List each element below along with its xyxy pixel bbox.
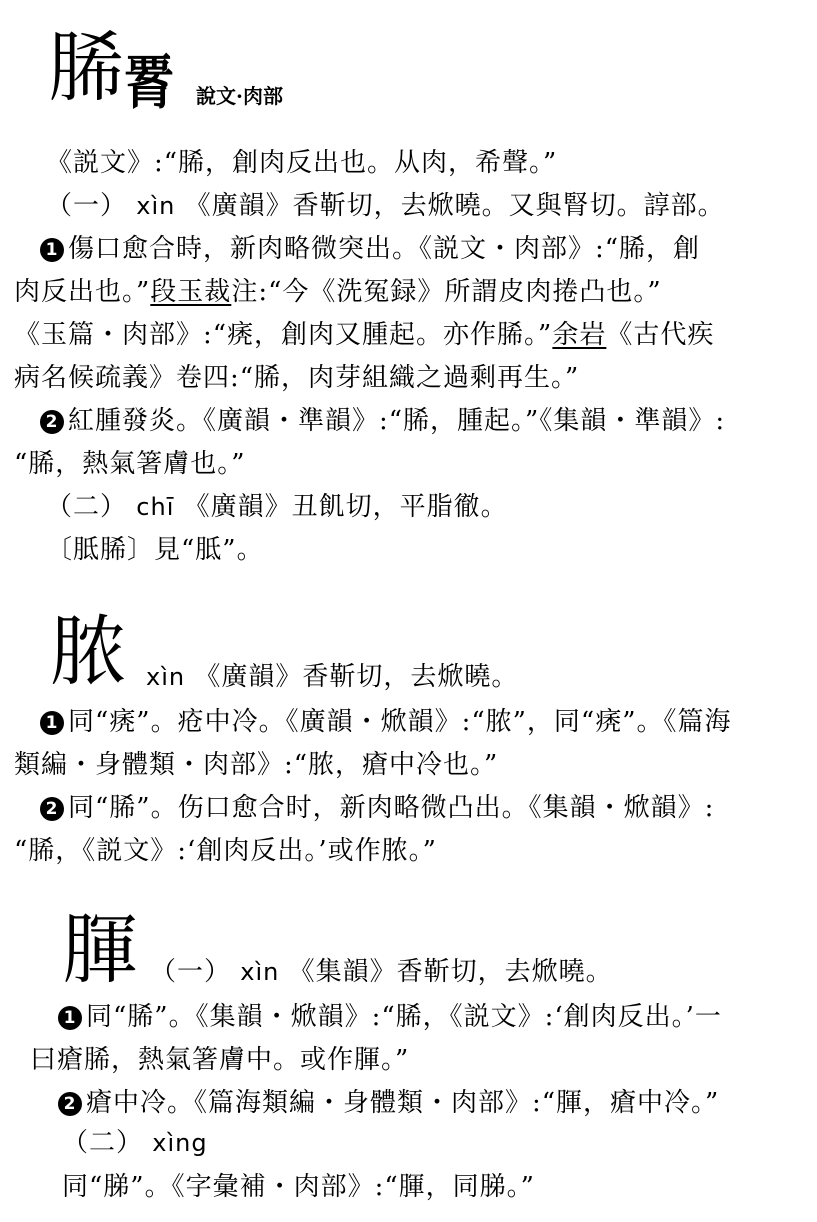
pinyin: chī bbox=[136, 493, 175, 521]
reading-source: 《廣韻》香靳切，去焮曉。 bbox=[194, 662, 519, 692]
sense-number-1: 1 bbox=[40, 238, 64, 262]
sense-text: 瘡中冷。《篇海類編・身體類・肉部》:“腪，瘡中冷。” bbox=[86, 1088, 720, 1118]
entry-3-reading-2-text: 同“䏲”。《字彙補・肉部》:“腪，同䏲。” bbox=[62, 1172, 535, 1202]
entry-1-sense-2-cont: “脪，熱氣箸膚也。” bbox=[14, 449, 246, 479]
entry-1-sense-1-cont-3: 病名候疏義》卷四:“脪，肉芽組織之過剩再生。” bbox=[14, 363, 580, 393]
sense-text: 《玉篇・肉部》:“痜，創肉又腫起。亦作脪。” bbox=[14, 320, 553, 350]
entry-1-sense-2 bbox=[40, 404, 725, 438]
pinyin: xìn bbox=[240, 958, 280, 986]
seal-script-character: 𦝫 bbox=[124, 49, 172, 118]
sense-text: 同“痜”。疮中冷。《廣韻・焮韻》:“脓”，同“痜”。《篇海 bbox=[68, 707, 732, 737]
sense-text: 同“脪”。《集韻・焮韻》:“脪，《説文》:‘創肉反出。’一 bbox=[86, 1002, 722, 1032]
sense-number-2: 2 bbox=[40, 410, 64, 434]
entry-2-sense-1-cont: 類編・身體類・肉部》:“脓，瘡中冷也。” bbox=[14, 750, 499, 780]
entry-1-sense-1-cont-1 bbox=[14, 275, 662, 309]
entry-1-reading-2 bbox=[46, 490, 508, 524]
entry-1-line-1: 《説文》:“脪，創肉反出也。从肉，希聲。” bbox=[46, 148, 558, 178]
entry-3-sense-2 bbox=[58, 1086, 719, 1120]
reading-label: （一） bbox=[150, 957, 232, 987]
headword-3: 腪 bbox=[62, 905, 138, 994]
sense-text: 《古代疾 bbox=[606, 320, 715, 350]
sense-number-2: 2 bbox=[40, 797, 64, 821]
author-name: 段玉裁 bbox=[150, 277, 232, 307]
sense-text: 同“脪”。伤口愈合时，新肉略微凸出。《集韻・焮韻》: bbox=[68, 793, 715, 823]
entry-2-sense-1 bbox=[40, 705, 732, 739]
headword-2: 脓 bbox=[50, 607, 126, 696]
reading-label: （一） bbox=[46, 191, 128, 221]
sense-text: 肉反出也。” bbox=[14, 277, 151, 307]
entry-1-sense-1 bbox=[40, 232, 700, 266]
seal-source: 說文·肉部 bbox=[196, 84, 283, 108]
sense-number-1: 1 bbox=[58, 1006, 82, 1030]
pinyin: xìng bbox=[152, 1129, 208, 1157]
sense-number-2: 2 bbox=[58, 1092, 82, 1116]
reading-label: （二） bbox=[62, 1128, 144, 1158]
entry-3-sense-1-cont: 曰瘡脪，熱氣箸膚中。或作腪。” bbox=[30, 1045, 410, 1075]
reading-source: 《廣韻》丑飢切，平脂徹。 bbox=[183, 492, 508, 522]
entry-2-sense-2 bbox=[40, 791, 714, 825]
sense-number-1: 1 bbox=[40, 711, 64, 735]
pinyin: xìn bbox=[136, 192, 176, 220]
pinyin: xìn bbox=[146, 663, 186, 691]
entry-1-sense-1-cont-2 bbox=[14, 318, 714, 352]
entry-3-sense-1 bbox=[58, 1000, 722, 1034]
sense-text: 注:“今《洗冤録》所謂皮肉捲凸也。” bbox=[231, 277, 662, 307]
entry-2-pronunciation bbox=[146, 660, 518, 694]
sense-text: 傷口愈合時，新肉略微突出。《説文・肉部》:“脪，創 bbox=[68, 234, 701, 264]
author-name: 余岩 bbox=[552, 320, 607, 350]
entry-2-sense-2-cont: “脪，《説文》:‘創肉反出。’或作脓。” bbox=[14, 836, 437, 866]
headword-1: 脪 bbox=[48, 23, 124, 112]
reading-source: 《集韻》香靳切，去焮曉。 bbox=[288, 957, 613, 987]
entry-1-reading-1 bbox=[46, 189, 725, 223]
reading-label: （二） bbox=[46, 492, 128, 522]
entry-1-cross-reference: 〔胝脪〕見“胝”。 bbox=[46, 535, 264, 565]
entry-3-reading-2 bbox=[62, 1126, 208, 1160]
sense-text: 紅腫發炎。《廣韻・準韻》:“脪，腫起。”《集韻・準韻》: bbox=[68, 406, 726, 436]
reading-source: 《廣韻》香靳切，去焮曉。又與腎切。諄部。 bbox=[184, 191, 725, 221]
entry-3-pronunciation bbox=[150, 955, 613, 989]
